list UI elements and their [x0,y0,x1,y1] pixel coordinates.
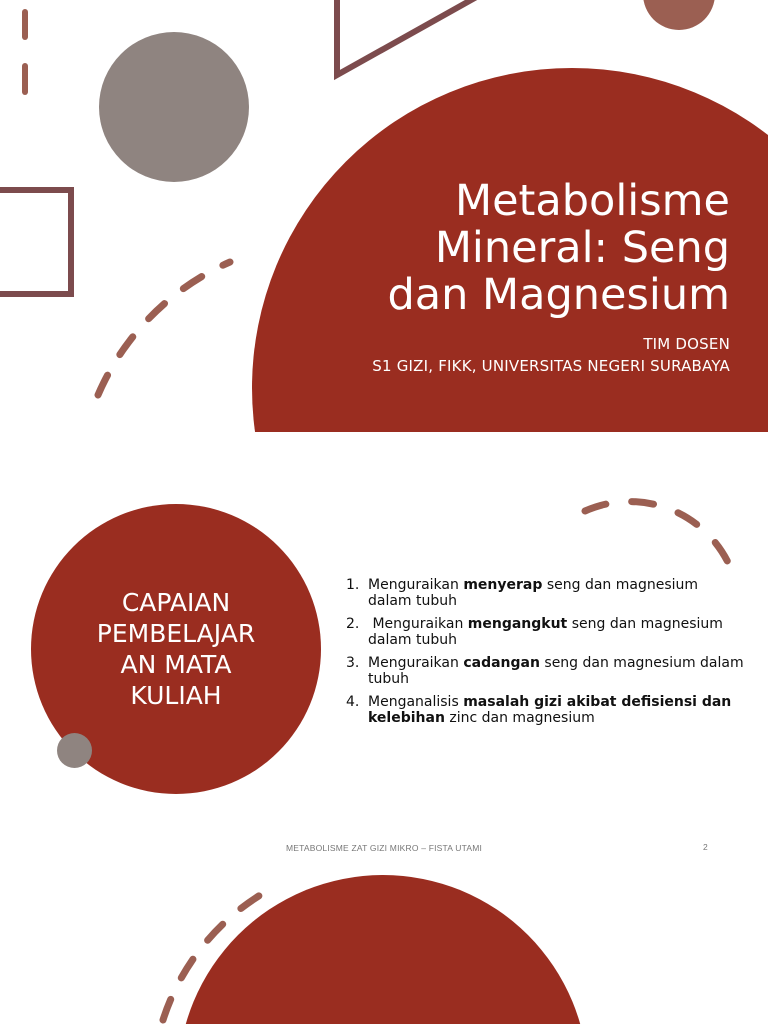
heading-line: PEMBELAJAR [96,619,256,648]
list-text: Menguraikan menyerap seng dan magnesium dalam tubuh [368,577,699,609]
list-item [346,655,746,687]
heading-line: AN MATA [120,650,232,679]
list-number: 2. [346,616,360,632]
list-text: Menguraikan mengangkut seng dan magnesium dalam tubuh [368,616,723,648]
list-number: 3. [346,655,360,671]
next-slide-red-circle [178,875,588,1024]
learning-outcomes-slide [0,460,768,860]
gray-circle-decoration [99,32,249,182]
title-slide [0,0,768,432]
dashed-arc-decoration [98,262,230,395]
list-item [346,616,746,648]
outcomes-list [346,577,746,733]
subtitle-line: TIM DOSEN [643,335,730,353]
list-item [346,694,746,726]
presentation-subtitle [310,333,730,377]
list-item [346,577,746,609]
list-number: 4. [346,694,360,710]
square-outline-decoration [0,187,74,297]
heading-line: CAPAIAN [121,588,231,617]
triangle-outline-decoration [337,0,480,75]
page-number: 2 [703,842,708,852]
next-slide-partial [0,870,768,1024]
small-gray-dot-decoration [57,733,92,768]
list-number: 1. [346,577,360,593]
title-line: dan Magnesium [387,270,730,320]
title-line: Metabolisme [454,176,730,226]
title-line: Mineral: Seng [434,223,730,273]
presentation-title [310,178,730,319]
slide-footer: METABOLISME ZAT GIZI MIKRO – FISTA UTAMI [285,843,483,853]
list-text: Menguraikan cadangan seng dan magnesium dalam tubuh [368,655,744,687]
heading-line: KULIAH [130,681,222,710]
dashed-arc-decoration [585,502,733,574]
subtitle-line: S1 GIZI, FIKK, UNIVERSITAS NEGERI SURABAYA [372,357,730,375]
title-block [310,178,730,377]
list-text: Menganalisis masalah gizi akibat defisiensi dan kelebihan zinc dan magnesium [368,694,732,726]
brown-dot-decoration [643,0,715,30]
